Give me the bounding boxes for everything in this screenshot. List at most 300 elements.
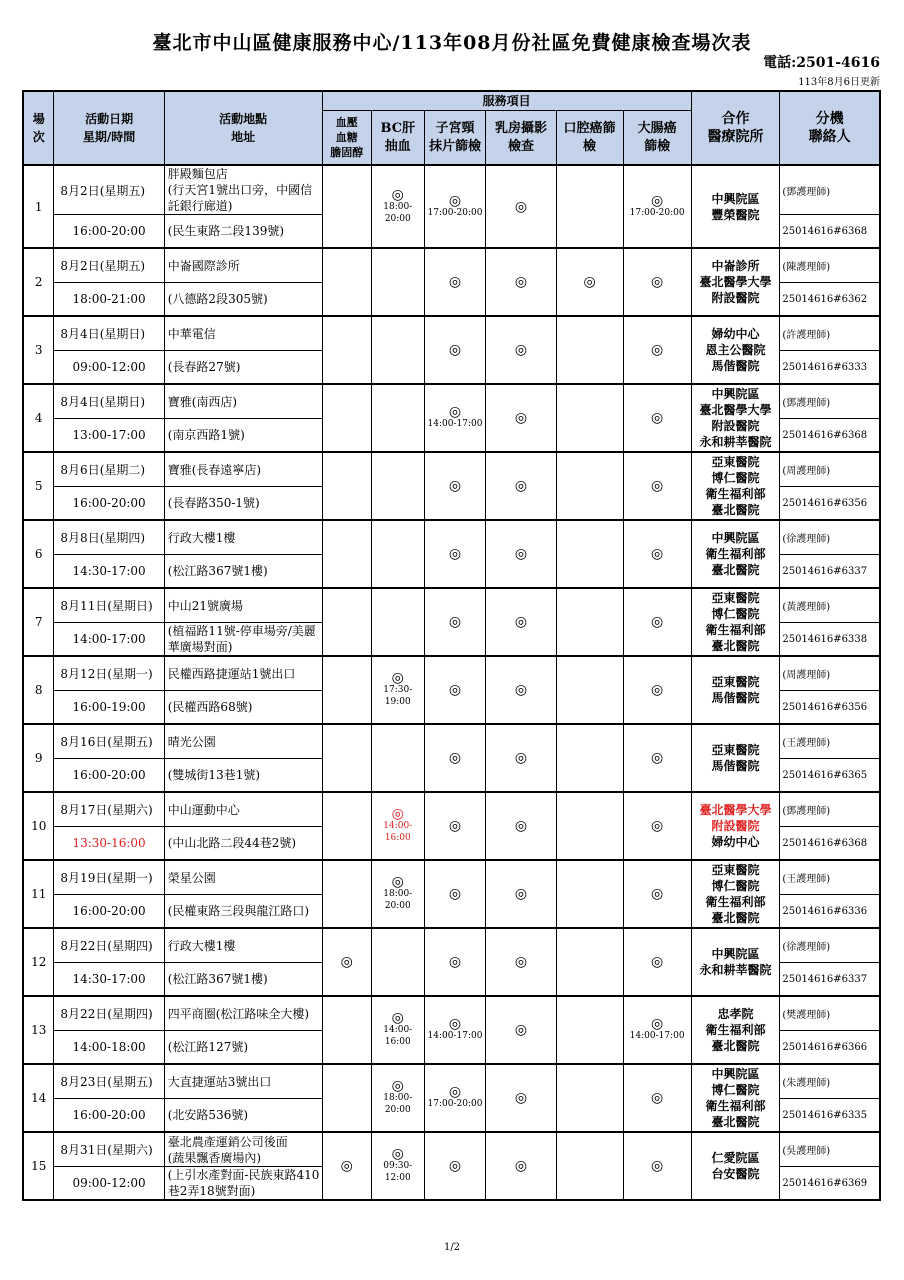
service-cell [322,452,371,520]
service-cell [322,792,371,860]
service-mark: ◎ [391,186,404,203]
row-hospital [691,588,780,656]
table-row [23,1132,880,1167]
service-mark: ◎ [340,1158,353,1174]
row-number: 3 [23,316,54,384]
row-extension: 25014616#6333 [780,351,880,385]
service-cell [556,1064,623,1132]
row-location: 中崙國際診所 [164,248,322,283]
table-row [23,452,880,487]
service-mark: ◎ [391,670,404,686]
service-mark: ◎ [651,750,664,766]
service-mark: ◎ [514,682,528,698]
row-hospital-name: 中興院區 豐榮醫院 [711,191,760,222]
row-number: 5 [23,452,54,520]
service-cell [372,165,425,248]
row-extension: 25014616#6366 [780,1031,880,1065]
row-extension: 25014616#6368 [780,827,880,861]
row-number: 15 [23,1132,54,1200]
row-hospital-name: 中興院區 博仁醫院 衛生福利部 臺北醫院 [705,1067,766,1129]
row-hospital-name: 中崙診所 臺北醫學大學 附設醫院 [699,259,772,305]
row-hospital-name: 中興院區 衛生福利部 臺北醫院 [705,531,766,577]
row-extension: 25014616#6336 [780,895,880,929]
table-row [23,724,880,759]
service-time: 18:00-20:00 [383,889,413,911]
row-contact: (許護理師) [780,316,880,351]
service-time: 14:00-17:00 [427,419,483,429]
service-cell [486,860,556,928]
service-mark: ◎ [448,478,462,494]
row-number: 11 [23,860,54,928]
row-date: 8月31日(星期六) [54,1132,164,1167]
service-mark: ◎ [514,1022,528,1038]
service-cell [486,316,556,384]
header-service-5: 大腸癌 篩檢 [623,111,691,166]
row-location: 四平商圈(松江路味全大樓) [164,996,322,1031]
service-cell [424,384,486,452]
row-hospital-name: 亞東醫院 馬偕醫院 [711,743,760,773]
service-mark: ◎ [448,404,462,420]
service-cell [556,656,623,724]
row-address: (北安路536號) [164,1099,322,1133]
row-time: 13:30-16:00 [54,827,164,861]
service-cell [322,724,371,792]
service-mark: ◎ [391,1078,404,1094]
service-cell [372,1132,425,1200]
service-cell [372,928,425,996]
service-cell [372,520,425,588]
service-mark: ◎ [514,410,528,426]
service-cell [556,996,623,1064]
service-cell [322,316,371,384]
row-time: 18:00-21:00 [54,283,164,317]
service-time: 18:00-20:00 [383,1093,413,1115]
row-time: 14:30-17:00 [54,963,164,997]
service-mark: ◎ [514,546,528,562]
row-hospital [691,928,780,996]
service-mark: ◎ [448,1158,462,1174]
service-cell [322,928,371,996]
service-time: 14:00-16:00 [383,1025,413,1047]
service-mark: ◎ [448,818,462,834]
header-location: 活動地點 地址 [164,91,322,165]
service-cell [486,452,556,520]
row-number: 12 [23,928,54,996]
row-time: 16:00-19:00 [54,691,164,725]
row-date: 8月19日(星期一) [54,860,164,895]
service-time: 17:30-19:00 [383,685,413,707]
row-date: 8月16日(星期五) [54,724,164,759]
row-location: 大直捷運站3號出口 [164,1064,322,1099]
table-header [23,91,880,165]
row-address: (松江路367號1樓) [164,963,322,997]
row-time: 16:00-20:00 [54,895,164,929]
service-cell [424,792,486,860]
service-mark: ◎ [651,342,664,358]
service-cell [486,1132,556,1200]
service-mark: ◎ [651,614,664,630]
row-number: 6 [23,520,54,588]
row-number: 9 [23,724,54,792]
service-mark: ◎ [651,478,664,494]
row-extension: 25014616#6369 [780,1167,880,1201]
row-address: (植福路11號-停車場旁/美麗華廣場對面) [164,623,322,657]
service-mark: ◎ [448,274,462,290]
service-mark: ◎ [448,342,462,358]
row-hospital-name: 婦幼中心 [711,835,760,849]
service-mark: ◎ [391,1146,404,1162]
table-row [23,1064,880,1099]
row-date: 8月2日(星期五) [54,248,164,283]
service-mark: ◎ [514,1090,528,1106]
service-mark: ◎ [651,192,664,209]
service-mark: ◎ [651,682,664,698]
row-address: (民權西路68號) [164,691,322,725]
row-date: 8月22日(星期四) [54,996,164,1031]
service-cell [322,165,371,248]
service-cell [486,928,556,996]
service-mark: ◎ [448,546,462,562]
service-mark: ◎ [583,274,596,290]
service-cell [556,588,623,656]
table-row [23,656,880,691]
service-mark: ◎ [514,886,528,902]
service-cell [623,165,691,248]
service-cell [486,165,556,248]
row-address: (八德路2段305號) [164,283,322,317]
row-time: 09:00-12:00 [54,1167,164,1201]
row-address: (松江路127號) [164,1031,322,1065]
service-cell [372,384,425,452]
service-cell [372,724,425,792]
service-cell [424,724,486,792]
service-mark: ◎ [651,1090,664,1106]
table-row [23,248,880,283]
service-cell [486,724,556,792]
row-address: (南京西路1號) [164,419,322,453]
row-address: (雙城街13巷1號) [164,759,322,793]
service-cell [486,656,556,724]
service-cell [372,248,425,316]
service-cell [486,520,556,588]
table-body [23,165,880,1200]
service-cell [322,520,371,588]
row-address: (松江路367號1樓) [164,555,322,589]
service-mark: ◎ [514,342,528,358]
service-cell [556,860,623,928]
row-hospital-name: 亞東醫院 馬偕醫院 [711,675,760,705]
row-location: 行政大樓1樓 [164,928,322,963]
row-time: 16:00-20:00 [54,487,164,521]
service-cell [424,452,486,520]
row-extension: 25014616#6337 [780,555,880,589]
row-location: 榮星公園 [164,860,322,895]
row-location: 晴光公園 [164,724,322,759]
service-cell [424,996,486,1064]
row-number: 1 [23,165,54,248]
row-date: 8月4日(星期日) [54,316,164,351]
service-mark: ◎ [448,886,462,902]
schedule-table [22,90,881,1201]
service-mark: ◎ [448,192,462,209]
row-address: (中山北路二段44巷2號) [164,827,322,861]
header-service-4: 口腔癌篩 檢 [556,111,623,166]
table-row [23,165,880,215]
service-mark: ◎ [514,1158,528,1174]
service-time: 17:00-20:00 [427,207,483,218]
service-cell [556,452,623,520]
service-cell [372,1064,425,1132]
service-cell [556,384,623,452]
service-cell [372,316,425,384]
row-contact: (鄧護理師) [780,165,880,215]
header-no: 場 次 [23,91,54,165]
row-date: 8月2日(星期五) [54,165,164,215]
service-mark: ◎ [651,546,664,562]
service-cell [424,656,486,724]
row-location: 中山21號廣場 [164,588,322,623]
row-hospital [691,996,780,1064]
service-cell [486,792,556,860]
service-time: 18:00-20:00 [383,201,413,224]
service-mark: ◎ [448,750,462,766]
row-hospital [691,384,780,452]
service-cell [623,316,691,384]
updated-date: 113年8月6日更新 [798,77,880,88]
row-hospital-highlight: 臺北醫學大學 附設醫院 [699,803,772,833]
row-location: 胖殿麵包店 (行天宮1號出口旁，中國信託銀行廊道) [164,165,322,215]
service-time: 17:00-20:00 [629,207,685,218]
row-date: 8月8日(星期四) [54,520,164,555]
service-time: 17:00-20:00 [427,1099,483,1109]
service-mark: ◎ [651,1158,664,1174]
row-hospital-name: 亞東醫院 博仁醫院 衛生福利部 臺北醫院 [705,863,766,925]
phone-number: 電話:2501-4616 [763,55,880,71]
service-mark: ◎ [651,1016,664,1032]
row-contact: (陳護理師) [780,248,880,283]
service-cell [623,656,691,724]
row-number: 8 [23,656,54,724]
row-date: 8月17日(星期六) [54,792,164,827]
row-hospital [691,248,780,316]
table-row [23,928,880,963]
header-service-0: 血壓 血糖 膽固醇 [322,111,371,166]
service-cell [322,1132,371,1200]
row-location: 寶雅(南西店) [164,384,322,419]
service-cell [322,1064,371,1132]
header-service-1: BC肝 抽血 [372,111,425,166]
table-row [23,860,880,895]
row-date: 8月4日(星期日) [54,384,164,419]
row-time: 09:00-12:00 [54,351,164,385]
row-contact: (鄧護理師) [780,384,880,419]
service-cell [623,1064,691,1132]
table-row [23,996,880,1031]
row-hospital [691,860,780,928]
row-hospital [691,1064,780,1132]
header-services-group: 服務項目 [322,91,691,111]
table-row [23,520,880,555]
row-extension: 25014616#6356 [780,487,880,521]
service-cell [556,928,623,996]
row-location: 中華電信 [164,316,322,351]
row-address: (長春路27號) [164,351,322,385]
page-title: 臺北市中山區健康服務中心/113年08月份社區免費健康檢查場次表 [152,32,752,54]
service-mark: ◎ [514,818,528,834]
service-mark: ◎ [448,954,462,970]
row-extension: 25014616#6356 [780,691,880,725]
service-time: 14:00-16:00 [383,821,413,843]
row-hospital [691,792,780,860]
header-service-3: 乳房攝影 檢查 [486,111,556,166]
row-date: 8月6日(星期二) [54,452,164,487]
service-cell [556,1132,623,1200]
service-mark: ◎ [448,682,462,698]
service-cell [623,384,691,452]
table-row [23,384,880,419]
row-extension: 25014616#6338 [780,623,880,657]
service-time: 14:00-17:00 [427,1031,483,1041]
table-row [23,792,880,827]
row-contact: (王護理師) [780,724,880,759]
service-cell [424,1132,486,1200]
row-contact: (鄧護理師) [780,792,880,827]
row-contact: (朱護理師) [780,1064,880,1099]
page-number: 1/2 [443,1242,461,1253]
service-cell [623,588,691,656]
service-cell [424,928,486,996]
service-mark: ◎ [391,874,404,890]
row-extension: 25014616#6335 [780,1099,880,1133]
row-location: 中山運動中心 [164,792,322,827]
row-time: 16:00-20:00 [54,215,164,249]
header-contact: 分機 聯絡人 [780,91,880,165]
service-time: 14:00-17:00 [629,1031,685,1041]
service-mark: ◎ [651,410,664,426]
service-mark: ◎ [514,198,528,215]
row-contact: (樊護理師) [780,996,880,1031]
row-contact: (徐護理師) [780,928,880,963]
service-mark: ◎ [651,954,664,970]
service-cell [486,384,556,452]
row-contact: (王護理師) [780,860,880,895]
row-hospital [691,165,780,248]
service-mark: ◎ [514,614,528,630]
row-contact: (黃護理師) [780,588,880,623]
service-cell [556,792,623,860]
row-contact: (周護理師) [780,656,880,691]
service-cell [424,860,486,928]
row-number: 7 [23,588,54,656]
row-hospital-name: 亞東醫院 博仁醫院 衛生福利部 臺北醫院 [705,455,766,517]
header-hospital: 合作 醫療院所 [691,91,780,165]
service-cell [486,1064,556,1132]
service-cell [322,996,371,1064]
row-hospital [691,452,780,520]
row-time: 14:00-17:00 [54,623,164,657]
service-cell [556,520,623,588]
service-cell [424,588,486,656]
service-cell [322,656,371,724]
table-row [23,588,880,623]
service-cell [372,860,425,928]
service-cell [486,248,556,316]
service-cell [322,248,371,316]
row-date: 8月22日(星期四) [54,928,164,963]
service-mark: ◎ [391,806,404,822]
row-time: 14:00-18:00 [54,1031,164,1065]
row-time: 16:00-20:00 [54,1099,164,1133]
service-time: 09:30-12:00 [383,1161,413,1183]
row-location: 民權西路捷運站1號出口 [164,656,322,691]
service-mark: ◎ [448,1016,462,1032]
row-hospital-name: 中興院區 永和耕莘醫院 [699,947,772,977]
service-cell [623,996,691,1064]
row-time: 16:00-20:00 [54,759,164,793]
row-date: 8月12日(星期一) [54,656,164,691]
service-mark: ◎ [651,886,664,902]
service-cell [372,656,425,724]
row-time: 13:00-17:00 [54,419,164,453]
row-extension: 25014616#6362 [780,283,880,317]
row-date: 8月11日(星期日) [54,588,164,623]
service-mark: ◎ [651,818,664,834]
row-number: 4 [23,384,54,452]
row-extension: 25014616#6337 [780,963,880,997]
service-cell [424,316,486,384]
service-cell [556,724,623,792]
row-number: 10 [23,792,54,860]
service-mark: ◎ [514,750,528,766]
service-cell [322,588,371,656]
row-address: (民權東路三段與龍江路口) [164,895,322,929]
row-extension: 25014616#6365 [780,759,880,793]
row-hospital-name: 亞東醫院 博仁醫院 衛生福利部 臺北醫院 [705,591,766,653]
service-mark: ◎ [448,1084,462,1100]
header-date: 活動日期 星期/時間 [54,91,164,165]
row-number: 2 [23,248,54,316]
service-cell [372,452,425,520]
service-mark: ◎ [651,274,664,290]
row-hospital-name: 中興院區 臺北醫學大學 附設醫院 永和耕莘醫院 [699,387,772,449]
service-cell [623,248,691,316]
service-cell [556,165,623,248]
row-date: 8月23日(星期五) [54,1064,164,1099]
row-address: (上引水產對面-民族東路410巷2弄18號對面) [164,1167,322,1201]
service-cell [623,724,691,792]
row-number: 14 [23,1064,54,1132]
service-cell [322,384,371,452]
row-address: (民生東路二段139號) [164,215,322,249]
service-cell [424,165,486,248]
row-number: 13 [23,996,54,1064]
service-cell [486,996,556,1064]
service-mark: ◎ [514,274,528,290]
service-mark: ◎ [514,478,528,494]
service-mark: ◎ [448,614,462,630]
header-service-2: 子宮頸 抹片篩檢 [424,111,486,166]
service-cell [623,1132,691,1200]
row-time: 14:30-17:00 [54,555,164,589]
service-cell [623,520,691,588]
row-hospital [691,316,780,384]
table-row [23,316,880,351]
service-cell [372,588,425,656]
row-location: 臺北農產運銷公司後面 (蔬果飄香廣場內) [164,1132,322,1167]
service-cell [424,1064,486,1132]
service-mark: ◎ [391,1010,404,1026]
service-cell [486,588,556,656]
